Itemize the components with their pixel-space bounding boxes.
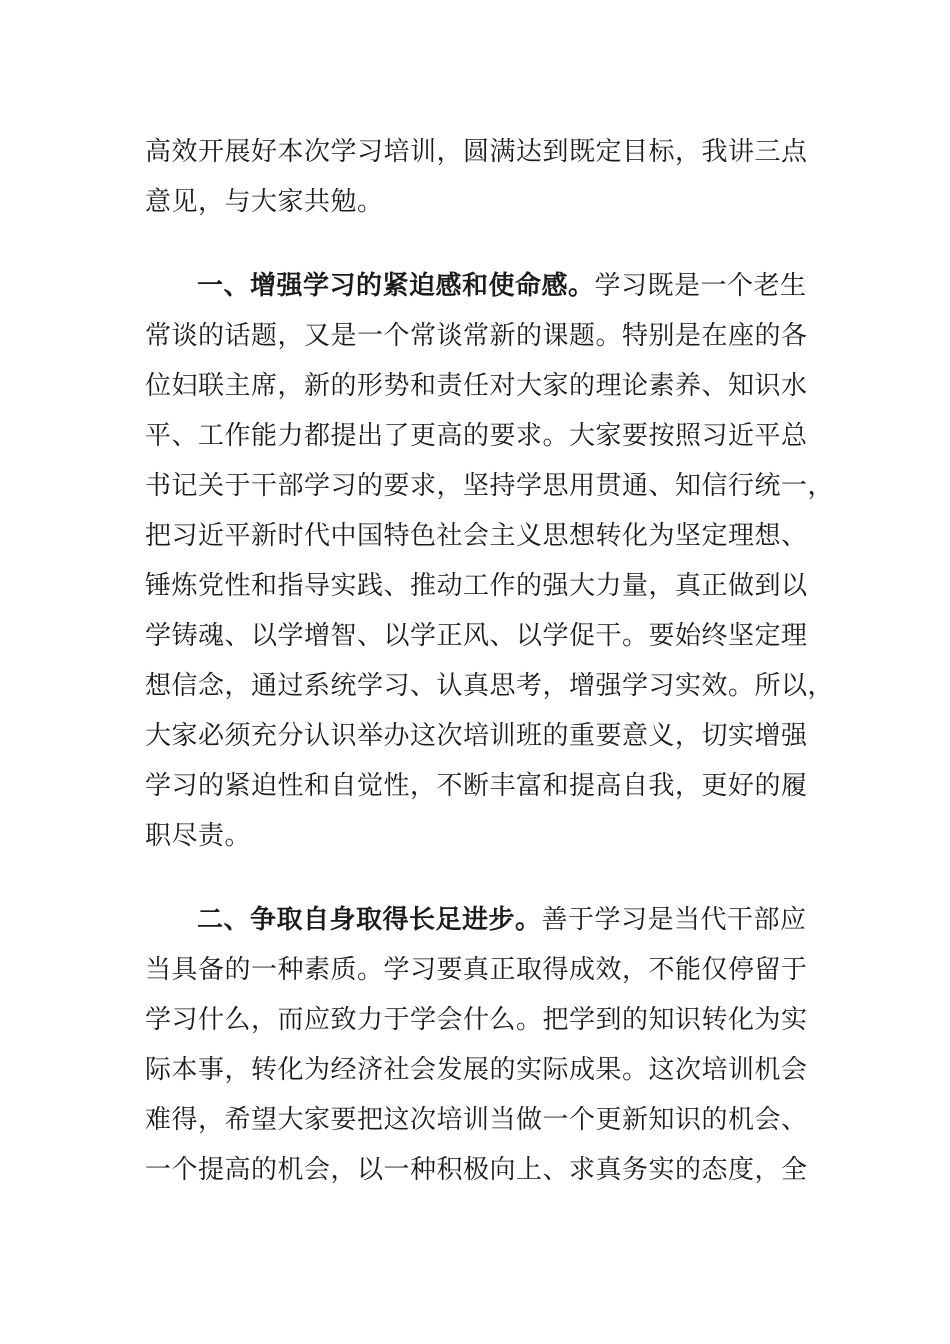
text-line: 学习什么，而应致力于学会什么。把学到的知识转化为实 [145, 1005, 808, 1035]
section-2-paragraph [145, 895, 808, 1195]
text-line: 职尽责。 [145, 821, 252, 851]
text-line: 书记关于干部学习的要求，坚持学思用贯通、知信行统一， [145, 471, 835, 501]
text-line: 大家必须充分认识举办这次培训班的重要意义，切实增强 [145, 721, 808, 751]
text-line: 把习近平新时代中国特色社会主义思想转化为坚定理想、 [145, 521, 808, 551]
text-line: 常谈的话题，又是一个常谈常新的课题。特别是在座的各 [145, 321, 808, 351]
text-line: 当具备的一种素质。学习要真正取得成效，不能仅停留于 [145, 955, 808, 985]
text-line: 锤炼党性和指导实践、推动工作的强大力量，真正做到以 [145, 571, 808, 601]
paragraph-spacer [145, 227, 805, 261]
section-1-first-line-text: 学习既是一个老生 [594, 271, 807, 301]
text-line: 学习的紧迫性和自觉性，不断丰富和提高自我，更好的履 [145, 771, 808, 801]
section-1-heading: 一、增强学习的紧迫感和使命感。 [197, 271, 595, 301]
text-line: 难得，希望大家要把这次培训当做一个更新知识的机会、 [145, 1105, 808, 1135]
document-page [145, 127, 835, 1195]
section-2-first-line-text: 善于学习是当代干部应 [541, 905, 807, 935]
text-line: 想信念，通过系统学习、认真思考，增强学习实效。所以， [145, 671, 835, 701]
text-line: 学铸魂、以学增智、以学正风、以学促干。要始终坚定理 [145, 621, 808, 651]
text-line: 一个提高的机会，以一种积极向上、求真务实的态度，全 [145, 1155, 808, 1185]
text-line: 位妇联主席，新的形势和责任对大家的理论素养、知识水 [145, 371, 808, 401]
intro-paragraph [145, 127, 808, 227]
text-line: 平、工作能力都提出了更高的要求。大家要按照习近平总 [145, 421, 808, 451]
section-2-first-line [145, 895, 805, 945]
paragraph-spacer [145, 861, 805, 895]
text-line: 际本事，转化为经济社会发展的实际成果。这次培训机会 [145, 1055, 808, 1085]
section-2-heading: 二、争取自身取得长足进步。 [197, 905, 542, 935]
text-line: 意见，与大家共勉。 [145, 187, 384, 217]
section-1-paragraph [145, 261, 835, 861]
section-1-first-line [145, 261, 805, 311]
text-line: 高效开展好本次学习培训，圆满达到既定目标，我讲三点 [145, 137, 808, 167]
